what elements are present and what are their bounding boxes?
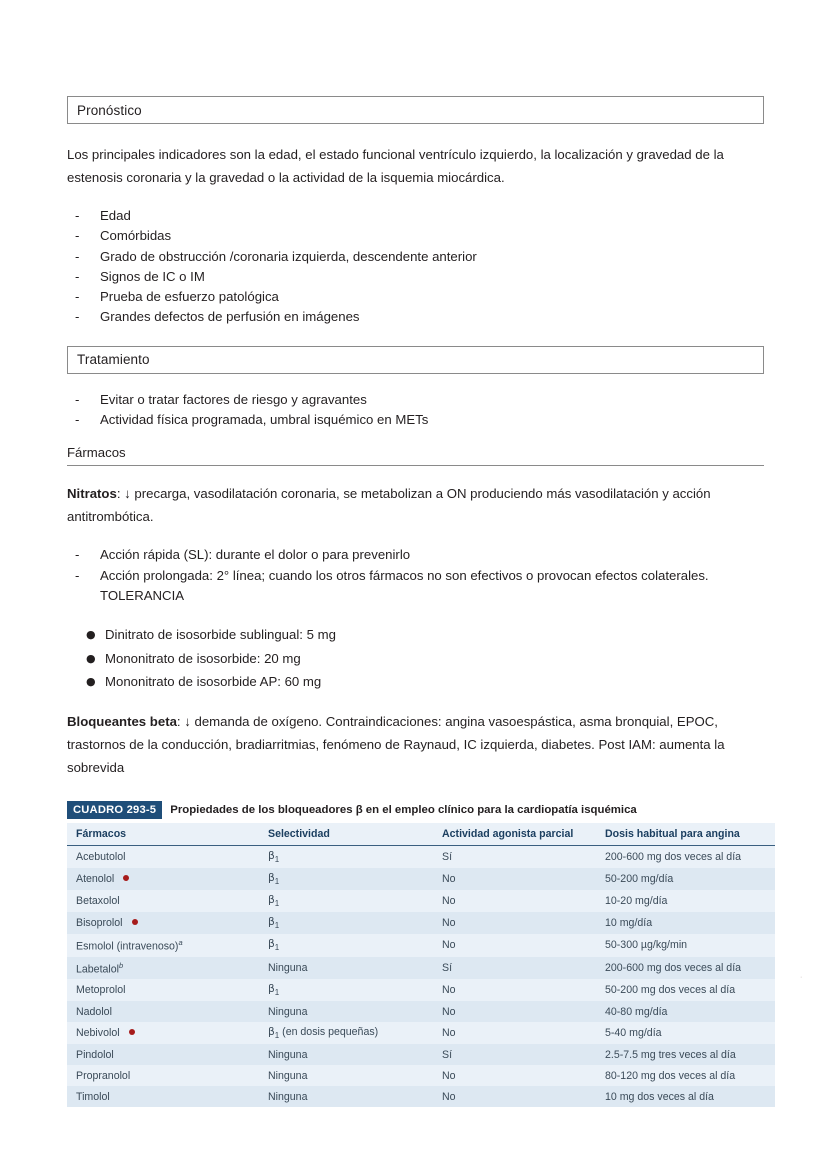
dash-marker: - bbox=[75, 208, 80, 223]
cell-selectivity: $\beta_1$ bbox=[268, 912, 442, 934]
list-item bbox=[67, 670, 764, 694]
list-item bbox=[67, 287, 764, 307]
table-title: Propiedades de los bloqueadores β en el empleo clínico para la cardiopatía isquémica bbox=[170, 803, 637, 816]
table-row bbox=[67, 1022, 775, 1044]
cell-partial-agonist: No bbox=[442, 1065, 605, 1086]
list-item-label: Grado de obstrucción /coronaria izquierda, descendente anterior bbox=[100, 248, 477, 264]
dash-marker: - bbox=[75, 289, 80, 305]
cell-selectivity: Ninguna bbox=[268, 1065, 442, 1086]
cell-drug: Esmolol (intravenoso)$^a$ bbox=[67, 934, 268, 957]
list-item bbox=[67, 267, 764, 287]
table-row bbox=[67, 912, 775, 934]
pronostico-paragraph: Los principales indicadores son la edad, el estado funcional ventrículo izquierdo, la localización y gravedad de la estenosis coronaria y la gravedad o la actividad de la isquemia miocárdica. bbox=[67, 147, 724, 185]
table-row bbox=[67, 868, 775, 890]
dash-marker: - bbox=[75, 248, 80, 264]
cell-drug: Nebivolol bbox=[67, 1022, 268, 1044]
list-item bbox=[67, 623, 764, 647]
list-item-label: Mononitrato de isosorbide: 20 mg bbox=[105, 650, 301, 666]
list-item-label: Mononitrato de isosorbide AP: 60 mg bbox=[105, 674, 322, 690]
list-item-label: Prueba de esfuerzo patológica bbox=[100, 289, 279, 305]
list-item-label: Edad bbox=[100, 208, 131, 223]
dash-marker: - bbox=[75, 309, 80, 325]
cell-dose: 50-200 mg/día bbox=[605, 868, 775, 890]
list-item bbox=[67, 226, 764, 246]
nitratos-body: : ↓ precarga, vasodilatación coronaria, se metabolizan a ON produciendo más vasodilatación y acción antitrombótica. bbox=[67, 486, 711, 525]
dash-marker: - bbox=[75, 391, 80, 407]
cell-partial-agonist: No bbox=[442, 1001, 605, 1022]
nitratos-continuation: TOLERANCIA bbox=[100, 587, 185, 603]
cell-drug: Labetalol$^b$ bbox=[67, 957, 268, 980]
cell-drug: Atenolol bbox=[67, 868, 268, 890]
dash-marker: - bbox=[75, 268, 80, 284]
cell-selectivity: $\beta_1$ bbox=[268, 890, 442, 912]
cell-partial-agonist: Sí bbox=[442, 1044, 605, 1065]
list-item-label: Actividad física programada, umbral isquémico en METs bbox=[100, 412, 429, 428]
cell-selectivity: $\beta_1$ bbox=[268, 845, 442, 868]
column-header-partial-agonist: Actividad agonista parcial bbox=[442, 823, 605, 846]
red-dot-annotation-icon bbox=[129, 1029, 135, 1035]
bullet-marker: ● bbox=[86, 675, 96, 689]
cell-partial-agonist: No bbox=[442, 1022, 605, 1044]
cell-dose: 2.5-7.5 mg tres veces al día bbox=[605, 1044, 775, 1065]
document-content bbox=[67, 96, 764, 1107]
section-header-tratamiento-label: Tratamiento bbox=[77, 352, 150, 368]
nitratos-dose-list bbox=[67, 623, 764, 694]
farmacos-heading: Fármacos bbox=[67, 445, 764, 466]
table-caption bbox=[67, 798, 766, 823]
list-item bbox=[67, 545, 764, 565]
beta-blockers-table-wrapper bbox=[67, 798, 766, 1108]
cell-partial-agonist: No bbox=[442, 868, 605, 890]
list-item-label: Comórbidas bbox=[100, 228, 172, 244]
table-row bbox=[67, 1044, 775, 1065]
table-row bbox=[67, 845, 775, 868]
dash-marker: - bbox=[75, 567, 80, 583]
footnote-marker: b bbox=[119, 960, 124, 970]
list-item bbox=[67, 410, 764, 430]
list-item bbox=[67, 247, 764, 267]
cell-drug: Acebutolol bbox=[67, 845, 268, 868]
footnote-marker: a bbox=[178, 938, 183, 948]
cell-selectivity: $\beta_1$ bbox=[268, 868, 442, 890]
cell-dose: 10 mg dos veces al día bbox=[605, 1086, 775, 1107]
cell-dose: 10-20 mg/día bbox=[605, 890, 775, 912]
cell-dose: 10 mg/día bbox=[605, 912, 775, 934]
cell-dose: 200-600 mg dos veces al día bbox=[605, 957, 775, 980]
column-header-selectivity: Selectividad bbox=[268, 823, 442, 846]
bullet-marker: ● bbox=[86, 628, 96, 642]
section-header-pronostico bbox=[67, 96, 764, 124]
cell-partial-agonist: No bbox=[442, 1086, 605, 1107]
dash-marker: - bbox=[75, 228, 80, 244]
cell-selectivity: Ninguna bbox=[268, 1001, 442, 1022]
cell-selectivity: $\beta_1$ bbox=[268, 979, 442, 1001]
nitratos-paragraph bbox=[67, 482, 764, 528]
dash-marker: - bbox=[75, 547, 80, 563]
list-item-label: Grandes defectos de perfusión en imágenes bbox=[100, 309, 360, 325]
pronostico-list bbox=[67, 206, 764, 328]
cell-partial-agonist: No bbox=[442, 890, 605, 912]
cell-dose: 40-80 mg/día bbox=[605, 1001, 775, 1022]
nitratos-label: Nitratos bbox=[67, 486, 117, 502]
table-header-row bbox=[67, 823, 775, 846]
list-item-label: Signos de IC o IM bbox=[100, 268, 205, 284]
red-dot-annotation-icon bbox=[132, 919, 138, 925]
cell-drug: Propranolol bbox=[67, 1065, 268, 1086]
list-item bbox=[67, 206, 764, 226]
beta-blockers-table bbox=[67, 823, 775, 1108]
red-dot-annotation-icon bbox=[123, 875, 129, 881]
dash-marker: - bbox=[75, 412, 80, 428]
cell-drug: Timolol bbox=[67, 1086, 268, 1107]
table-row bbox=[67, 979, 775, 1001]
section-header-tratamiento bbox=[67, 346, 764, 374]
table-number-badge: CUADRO 293-5 bbox=[67, 801, 162, 819]
list-item-label: Dinitrato de isosorbide sublingual: 5 mg bbox=[105, 627, 336, 643]
tratamiento-list bbox=[67, 390, 764, 431]
cell-dose: 50-200 mg dos veces al día bbox=[605, 979, 775, 1001]
column-header-dose: Dosis habitual para angina bbox=[605, 823, 775, 846]
cell-selectivity: $\beta_1$ (en dosis pequeñas) bbox=[268, 1022, 442, 1044]
list-item-label: Acción rápida (SL): durante el dolor o para prevenirlo bbox=[100, 547, 411, 563]
table-row bbox=[67, 1001, 775, 1022]
bullet-marker: ● bbox=[86, 651, 96, 665]
cell-partial-agonist: Sí bbox=[442, 957, 605, 980]
cell-dose: 80-120 mg dos veces al día bbox=[605, 1065, 775, 1086]
cell-drug: Nadolol bbox=[67, 1001, 268, 1022]
cell-partial-agonist: Sí bbox=[442, 845, 605, 868]
cell-selectivity: Ninguna bbox=[268, 1044, 442, 1065]
cell-dose: 200-600 mg dos veces al día bbox=[605, 845, 775, 868]
list-item bbox=[67, 390, 764, 410]
table-row bbox=[67, 890, 775, 912]
list-item bbox=[67, 566, 764, 586]
cell-selectivity: Ninguna bbox=[268, 1086, 442, 1107]
cell-partial-agonist: No bbox=[442, 934, 605, 957]
list-item-label: Evitar o tratar factores de riesgo y agravantes bbox=[100, 391, 367, 407]
cell-dose: 50-300 µg/kg/min bbox=[605, 934, 775, 957]
cell-partial-agonist: No bbox=[442, 912, 605, 934]
bloqueantes-body: : ↓ demanda de oxígeno. Contraindicaciones: angina vasoespástica, asma bronquial, EPOC, trastornos de la conducción, bradiarritmias, fenómeno de Raynaud, IC izquierda, diabetes. Post IAM: aumenta la sobrevida bbox=[67, 713, 725, 775]
page-artifact-mark: · bbox=[800, 974, 803, 981]
nitratos-list bbox=[67, 545, 764, 586]
cell-selectivity: $\beta_1$ bbox=[268, 934, 442, 957]
cell-drug: Pindolol bbox=[67, 1044, 268, 1065]
column-header-drug: Fármacos bbox=[67, 823, 268, 846]
cell-drug: Betaxolol bbox=[67, 890, 268, 912]
bloqueantes-paragraph bbox=[67, 710, 764, 779]
table-row bbox=[67, 957, 775, 980]
cell-drug: Bisoprolol bbox=[67, 912, 268, 934]
cell-selectivity: Ninguna bbox=[268, 957, 442, 980]
table-row bbox=[67, 1086, 775, 1107]
list-item-label: Acción prolongada: 2° línea; cuando los otros fármacos no son efectivos o provocan efectos colaterales. bbox=[100, 567, 709, 583]
cell-drug: Metoprolol bbox=[67, 979, 268, 1001]
list-item bbox=[67, 307, 764, 327]
bloqueantes-label: Bloqueantes beta bbox=[67, 713, 177, 729]
cell-partial-agonist: No bbox=[442, 979, 605, 1001]
table-row bbox=[67, 1065, 775, 1086]
table-row bbox=[67, 934, 775, 957]
cell-dose: 5-40 mg/día bbox=[605, 1022, 775, 1044]
table-body bbox=[67, 845, 775, 1107]
list-item bbox=[67, 647, 764, 671]
section-header-pronostico-label: Pronóstico bbox=[77, 102, 142, 118]
